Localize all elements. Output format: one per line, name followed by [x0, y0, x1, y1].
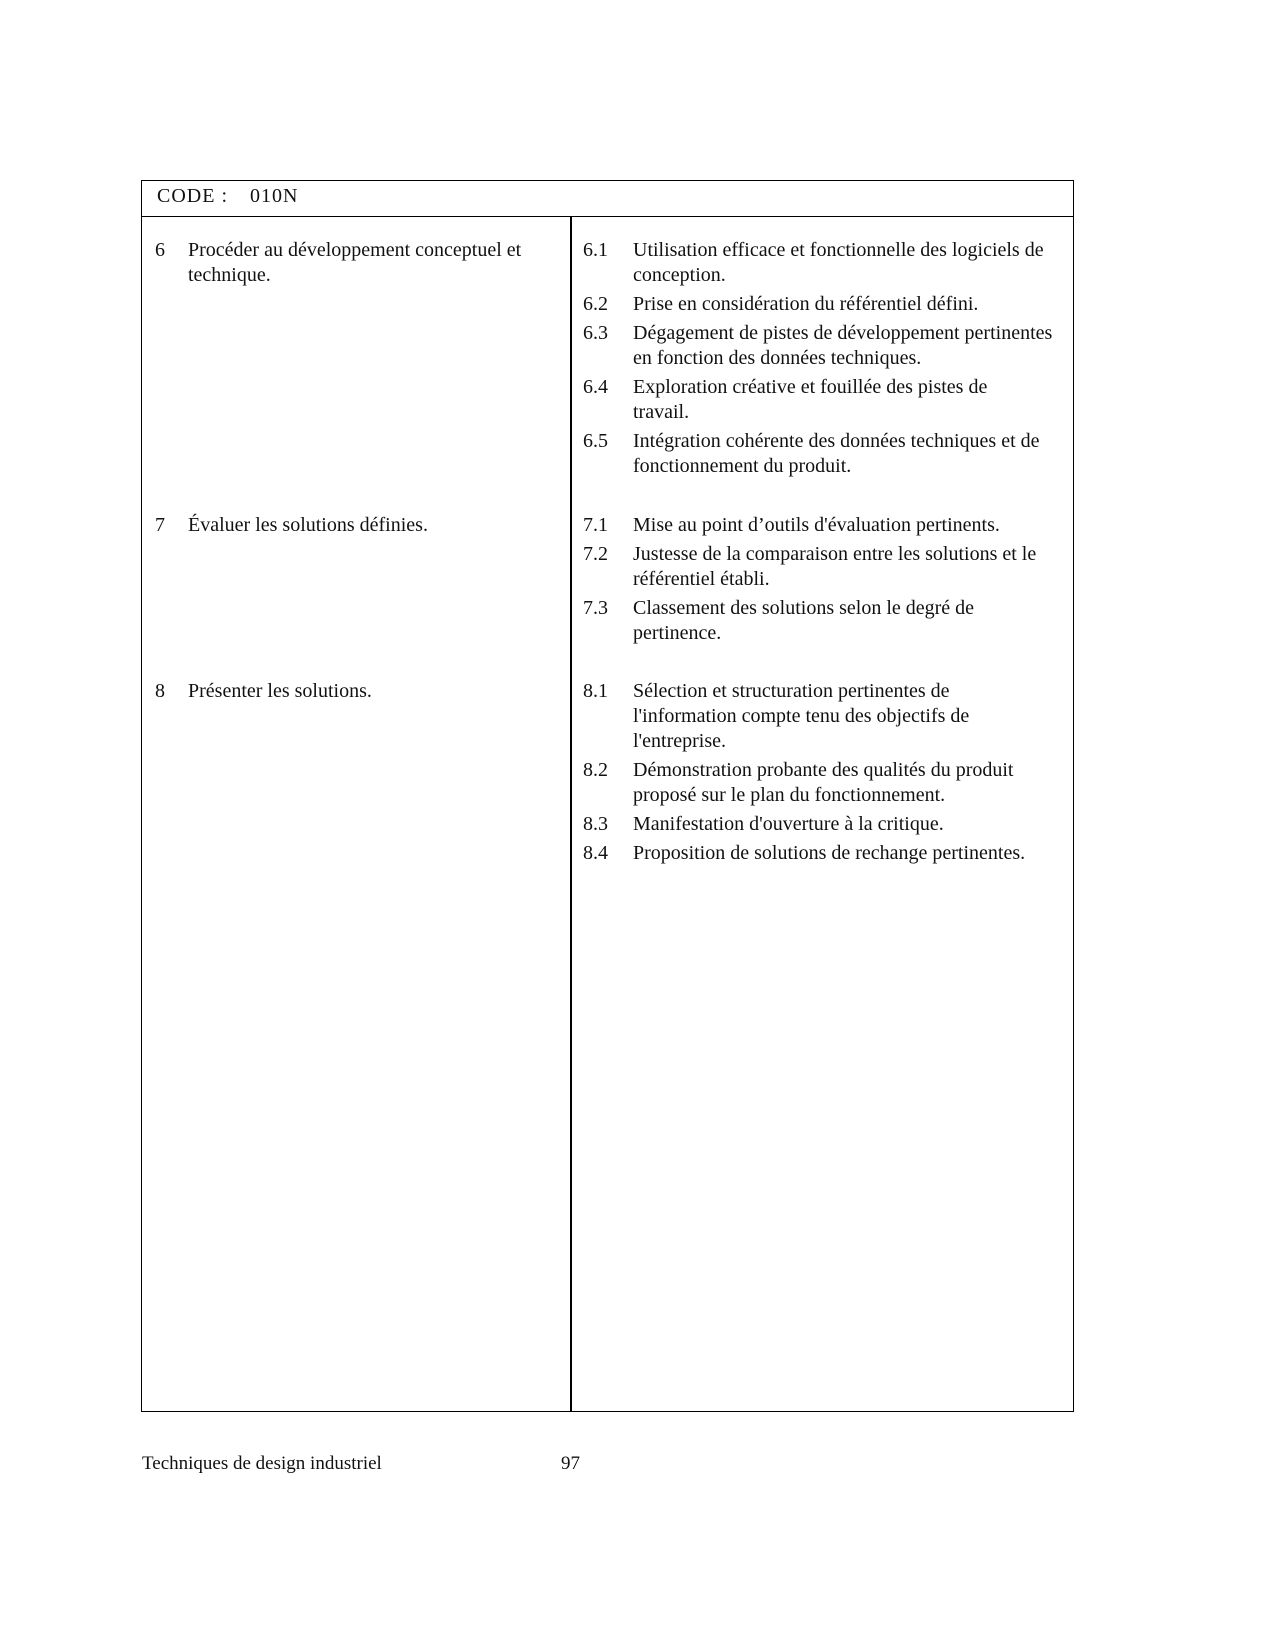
criterion-text: Démonstration probante des qualités du produit proposé sur le plan du fonctionnement. — [633, 759, 1014, 806]
criterion-number: 6.3 — [583, 322, 608, 344]
criterion — [583, 513, 1063, 538]
criterion-number: 6.2 — [583, 293, 608, 315]
criterion — [583, 375, 1063, 425]
criterion-text: Utilisation efficace et fonctionnelle des logiciels de conception. — [633, 239, 1044, 286]
criterion-text: Prise en considération du référentiel défini. — [633, 293, 979, 315]
criterion — [583, 812, 1063, 837]
criterion — [583, 292, 1063, 317]
criterion-number: 8.1 — [583, 680, 608, 702]
criterion-number: 8.2 — [583, 759, 608, 781]
element-text: Procéder au développement conceptuel et technique. — [188, 239, 522, 286]
criterion — [583, 758, 1063, 808]
criterion-text: Sélection et structuration pertinentes de l'information compte tenu des objectifs de l'entreprise. — [633, 680, 970, 752]
criterion-text: Mise au point d’outils d'évaluation pertinents. — [633, 514, 1000, 536]
code-line — [157, 184, 320, 209]
element-7 — [155, 513, 555, 538]
criterion-text: Manifestation d'ouverture à la critique. — [633, 813, 944, 835]
competency-table — [141, 180, 1074, 1412]
criterion — [583, 321, 1063, 371]
criterion-number: 7.2 — [583, 543, 608, 565]
criterion-number: 6.4 — [583, 376, 608, 398]
column-divider — [570, 217, 572, 1411]
element-number: 7 — [155, 514, 165, 536]
code-label: CODE : — [157, 185, 228, 207]
element-number: 6 — [155, 239, 165, 261]
criteria-6 — [583, 238, 1063, 483]
criterion-number: 6.1 — [583, 239, 608, 261]
code-value: 010N — [250, 185, 299, 207]
criterion-text: Proposition de solutions de rechange pertinentes. — [633, 842, 1026, 864]
criterion — [583, 596, 1063, 646]
criterion-number: 6.5 — [583, 430, 608, 452]
criterion — [583, 238, 1063, 288]
criteria-8 — [583, 679, 1063, 870]
criterion-text: Dégagement de pistes de développement pertinentes en fonction des données techniques. — [633, 322, 1053, 369]
criterion — [583, 542, 1063, 592]
criterion-text: Intégration cohérente des données techniques et de fonctionnement du produit. — [633, 430, 1040, 477]
criterion — [583, 679, 1063, 754]
element-text: Présenter les solutions. — [188, 680, 372, 702]
element-text: Évaluer les solutions définies. — [188, 514, 428, 536]
criterion-text: Justesse de la comparaison entre les solutions et le référentiel établi. — [633, 543, 1037, 590]
criterion-number: 8.4 — [583, 842, 608, 864]
criterion — [583, 429, 1063, 479]
element-6 — [155, 238, 555, 288]
criterion-number: 7.3 — [583, 597, 608, 619]
element-number: 8 — [155, 680, 165, 702]
criterion — [583, 841, 1063, 866]
element-8 — [155, 679, 555, 704]
footer-title: Techniques de design industriel — [142, 1453, 382, 1474]
criterion-text: Exploration créative et fouillée des pistes de travail. — [633, 376, 988, 423]
table-header — [142, 181, 1073, 217]
criterion-text: Classement des solutions selon le degré de pertinence. — [633, 597, 975, 644]
criterion-number: 7.1 — [583, 514, 608, 536]
criteria-7 — [583, 513, 1063, 650]
criterion-number: 8.3 — [583, 813, 608, 835]
page-number: 97 — [561, 1453, 580, 1474]
